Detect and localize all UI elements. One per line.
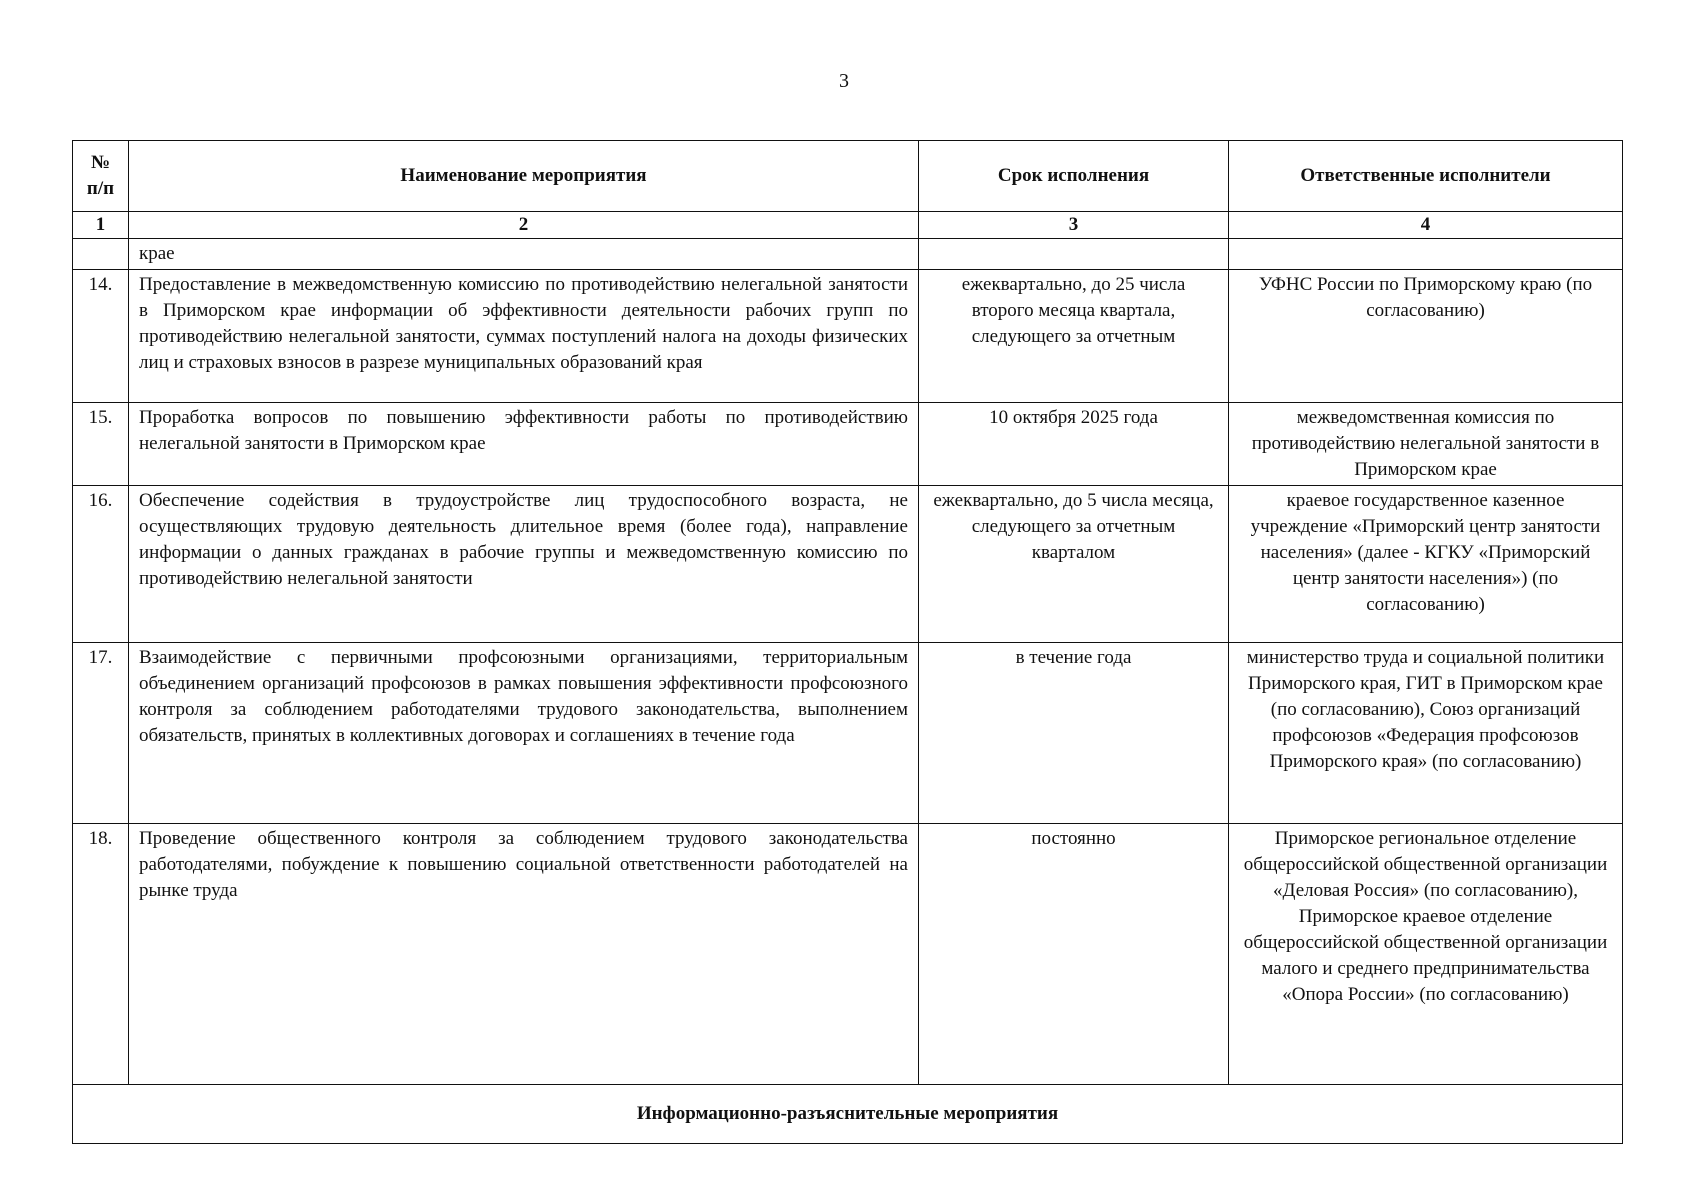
- header-term: Срок исполнения: [919, 141, 1229, 212]
- row-num: 15.: [73, 403, 129, 486]
- row-term: [919, 239, 1229, 270]
- row-responsible: Приморское региональное отделение общероссийской общественной организации «Деловая Россия» (по согласованию), Приморское краевое отделение общероссийской общественной организации малого и среднего предпринимательства «Опора России» (по согласованию): [1229, 824, 1623, 1085]
- header-num: № п/п: [73, 141, 129, 212]
- column-number: 3: [919, 212, 1229, 239]
- column-number: 2: [129, 212, 919, 239]
- row-term: ежеквартально, до 25 числа второго месяца квартала, следующего за отчетным: [919, 270, 1229, 403]
- table-row: [73, 824, 1623, 1085]
- row-term: 10 октября 2025 года: [919, 403, 1229, 486]
- row-responsible: министерство труда и социальной политики Приморского края, ГИТ в Приморском крае (по согласованию), Союз организаций профсоюзов «Федерация профсоюзов Приморского края» (по согласованию): [1229, 643, 1623, 824]
- row-responsible: межведомственная комиссия по противодействию нелегальной занятости в Приморском крае: [1229, 403, 1623, 486]
- row-responsible: УФНС России по Приморскому краю (по согласованию): [1229, 270, 1623, 403]
- row-num: 16.: [73, 486, 129, 643]
- row-num: [73, 239, 129, 270]
- column-number: 1: [73, 212, 129, 239]
- row-num: 14.: [73, 270, 129, 403]
- row-name: Предоставление в межведомственную комиссию по противодействию нелегальной занятости в Приморском крае информации об эффективности деятельности рабочих групп по противодействию нелегальной занятости, суммах поступлений налога на доходы физических лиц и страховых взносов в разрезе муниципальных образований края: [129, 270, 919, 403]
- header-responsible: Ответственные исполнители: [1229, 141, 1623, 212]
- row-term: постоянно: [919, 824, 1229, 1085]
- column-numbers-row: [73, 212, 1623, 239]
- row-responsible: [1229, 239, 1623, 270]
- row-num: 18.: [73, 824, 129, 1085]
- row-name: крае: [129, 239, 919, 270]
- section-row: [73, 1085, 1623, 1144]
- header-name: Наименование мероприятия: [129, 141, 919, 212]
- row-num: 17.: [73, 643, 129, 824]
- page-number: 3: [839, 70, 849, 92]
- table-row: [73, 403, 1623, 486]
- row-name: Проведение общественного контроля за соблюдением трудового законодательства работодателями, побуждение к повышению социальной ответственности работодателей на рынке труда: [129, 824, 919, 1085]
- row-name: Обеспечение содействия в трудоустройстве лиц трудоспособного возраста, не осуществляющих трудовую деятельность длительное время (более года), направление информации о данных гражданах в рабочие группы и межведомственную комиссию по противодействию нелегальной занятости: [129, 486, 919, 643]
- row-term: в течение года: [919, 643, 1229, 824]
- column-number: 4: [1229, 212, 1623, 239]
- measures-table: [72, 140, 1623, 1144]
- continuation-row: [73, 239, 1623, 270]
- section-title: Информационно-разъяснительные мероприятия: [73, 1085, 1623, 1144]
- table-row: [73, 270, 1623, 403]
- row-term: ежеквартально, до 5 числа месяца, следующего за отчетным кварталом: [919, 486, 1229, 643]
- row-name: Проработка вопросов по повышению эффективности работы по противодействию нелегальной занятости в Приморском крае: [129, 403, 919, 486]
- table-header-row: [73, 141, 1623, 212]
- table-row: [73, 643, 1623, 824]
- row-name: Взаимодействие с первичными профсоюзными организациями, территориальным объединением организаций профсоюзов в рамках повышения эффективности профсоюзного контроля за соблюдением работодателями трудового законодательства, выполнением обязательств, принятых в коллективных договорах и соглашениях в течение года: [129, 643, 919, 824]
- table-row: [73, 486, 1623, 643]
- row-responsible: краевое государственное казенное учреждение «Приморский центр занятости населения» (далее - КГКУ «Приморский центр занятости населения») (по согласованию): [1229, 486, 1623, 643]
